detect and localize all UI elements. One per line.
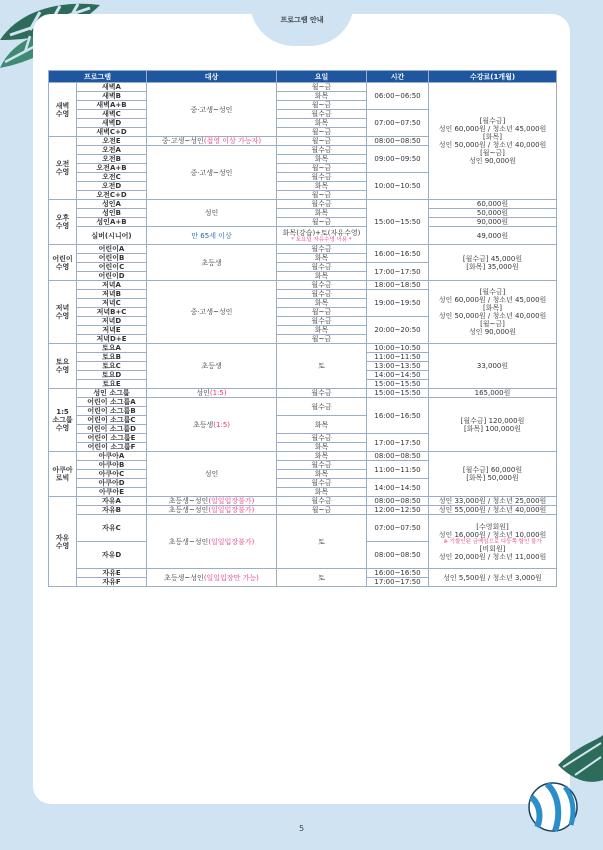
table-row bbox=[49, 569, 557, 578]
time-cell: 08:00~08:50 bbox=[367, 542, 429, 569]
table-row bbox=[49, 209, 557, 218]
program-name: 자유C bbox=[77, 515, 147, 542]
target-cell: 성인 bbox=[147, 200, 277, 227]
day-cell: 월~금 bbox=[277, 218, 367, 227]
day-cell: 월~금 bbox=[277, 164, 367, 173]
target-cell bbox=[147, 515, 277, 569]
time-cell: 15:00~15:50 bbox=[367, 200, 429, 245]
day-cell: 화목 bbox=[277, 209, 367, 218]
program-name: 새벽A+B bbox=[77, 101, 147, 110]
day-cell: 월~금 bbox=[277, 506, 367, 515]
fee-cell: 50,000원 bbox=[429, 209, 557, 218]
day-cell: 월~금 bbox=[277, 83, 367, 92]
program-name: 자유E bbox=[77, 569, 147, 578]
program-name: 토요E bbox=[77, 380, 147, 389]
target-cell bbox=[147, 389, 277, 398]
day-cell: 토 bbox=[277, 515, 367, 569]
target-text: 성인 bbox=[196, 389, 210, 397]
program-name: 자유A bbox=[77, 497, 147, 506]
target-text: 초등생~성인 bbox=[168, 506, 209, 514]
table-header-row bbox=[49, 71, 557, 83]
program-name: 아쿠아A bbox=[77, 452, 147, 461]
target-text: 초등생~성인 bbox=[168, 537, 209, 546]
group-morning: 오전 수영 bbox=[49, 137, 77, 200]
target-note: (1:5) bbox=[213, 420, 231, 429]
day-cell: 화목 bbox=[277, 452, 367, 461]
fee-cell bbox=[429, 281, 557, 344]
fee-text: [월수금] 120,000원 [화목] 100,000원 bbox=[460, 416, 525, 433]
fee-cell: 33,000원 bbox=[429, 344, 557, 389]
program-name: 성인 소그룹 bbox=[77, 389, 147, 398]
table-row bbox=[49, 281, 557, 290]
program-name: 어린이 소그룹B bbox=[77, 407, 147, 416]
program-name: 오전D bbox=[77, 182, 147, 191]
fee-nonmember-label: [비회원] bbox=[479, 544, 506, 553]
day-cell: 월수금 bbox=[277, 434, 367, 443]
fee-nonmember: 성인 20,000원 / 청소년 11,000원 bbox=[438, 552, 547, 561]
time-cell: 16:00~16:50 bbox=[367, 398, 429, 434]
fee-cell: 90,000원 bbox=[429, 218, 557, 227]
day-note: * 토요일 자유수영 이용 * bbox=[291, 236, 352, 243]
time-cell: 16:00~16:50 bbox=[367, 569, 429, 578]
time-cell: 18:00~18:50 bbox=[367, 281, 429, 290]
day-cell: 월수금 bbox=[277, 263, 367, 272]
group-afternoon: 오후 수영 bbox=[49, 200, 77, 245]
program-name: 저녁C bbox=[77, 299, 147, 308]
time-cell: 17:00~17:50 bbox=[367, 263, 429, 281]
program-name: 성인A+B bbox=[77, 218, 147, 227]
header-day: 요일 bbox=[277, 71, 367, 83]
page-number: 5 bbox=[298, 824, 305, 833]
day-cell: 월수금 bbox=[277, 110, 367, 119]
table-row bbox=[49, 452, 557, 461]
target-cell: 만 65세 이상 bbox=[147, 227, 277, 245]
program-name: 어린이 소그룹A bbox=[77, 398, 147, 407]
day-cell: 월수금 bbox=[277, 290, 367, 299]
table-row bbox=[49, 200, 557, 209]
fee-cell: 성인 5,500원 / 청소년 3,000원 bbox=[429, 569, 557, 587]
fee-cell bbox=[429, 398, 557, 452]
fee-cell: 49,000원 bbox=[429, 227, 557, 245]
table-row bbox=[49, 218, 557, 227]
target-note: (일일입장만 가능) bbox=[203, 573, 259, 582]
day-cell: 월수금 bbox=[277, 281, 367, 290]
table-row bbox=[49, 389, 557, 398]
group-free: 자유 수영 bbox=[49, 497, 77, 587]
day-cell: 화목 bbox=[277, 272, 367, 281]
fee-member-label: [수영회원] bbox=[476, 522, 509, 531]
day-cell: 화목 bbox=[277, 119, 367, 128]
fee-note: ※ 기할인된 금액임으로 다둥쪽 할인 불가 bbox=[443, 538, 542, 545]
program-name: 자유D bbox=[77, 542, 147, 569]
time-cell: 15:00~15:50 bbox=[367, 380, 429, 389]
day-cell: 월수금 bbox=[277, 497, 367, 506]
day-cell: 월~금 bbox=[277, 137, 367, 146]
day-cell: 화목 bbox=[277, 155, 367, 164]
target-text: 초등생~성인 bbox=[164, 573, 204, 582]
fee-text: [월수금] 45,000원 [화목] 35,000원 bbox=[462, 254, 523, 271]
target-cell: 중·고생~성인 bbox=[147, 281, 277, 344]
target-text: 초등생 bbox=[192, 420, 214, 429]
time-cell: 12:00~12:50 bbox=[367, 506, 429, 515]
table-row bbox=[49, 245, 557, 254]
program-name: 어린이 소그룹E bbox=[77, 434, 147, 443]
program-name: 새벽C bbox=[77, 110, 147, 119]
program-name: 새벽B bbox=[77, 92, 147, 101]
program-name: 자유F bbox=[77, 578, 147, 587]
time-cell: 17:00~17:50 bbox=[367, 434, 429, 452]
time-cell: 10:00~10:50 bbox=[367, 173, 429, 200]
program-name: 아쿠아C bbox=[77, 470, 147, 479]
program-name: 성인B bbox=[77, 209, 147, 218]
target-cell: 초등생 bbox=[147, 245, 277, 281]
day-cell: 월~금 bbox=[277, 335, 367, 344]
day-cell: 월수금 bbox=[277, 146, 367, 155]
table-row bbox=[49, 83, 557, 92]
program-name: 실버(시니어) bbox=[77, 227, 147, 245]
day-cell: 월수금 bbox=[277, 389, 367, 398]
fee-cell bbox=[429, 452, 557, 497]
program-name: 토요A bbox=[77, 344, 147, 353]
target-cell bbox=[147, 137, 277, 146]
group-dawn: 새벽 수영 bbox=[49, 83, 77, 137]
fee-cell: 60,000원 bbox=[429, 200, 557, 209]
day-cell: 화목 bbox=[277, 92, 367, 101]
header-fee: 수강료(1개월) bbox=[429, 71, 557, 83]
day-cell: 토 bbox=[277, 344, 367, 389]
day-cell: 월수금 bbox=[277, 173, 367, 182]
fee-cell: 성인 33,000원 / 청소년 25,000원 bbox=[429, 497, 557, 506]
time-cell: 08:00~08:50 bbox=[367, 137, 429, 146]
time-cell: 16:00~16:50 bbox=[367, 245, 429, 263]
day-cell: 월~금 bbox=[277, 128, 367, 137]
target-text: 초등생~성인 bbox=[168, 497, 209, 505]
program-name: 저녁A bbox=[77, 281, 147, 290]
day-cell: 화목 bbox=[277, 254, 367, 263]
program-name: 저녁E bbox=[77, 326, 147, 335]
fee-text: [월수금] 성인 60,000원 / 청소년 45,000원 [화목] 성인 50,000원 / 청소년 40,000원 [월~금] 성인 90,000원 bbox=[438, 117, 547, 165]
time-cell: 08:00~08:50 bbox=[367, 497, 429, 506]
target-note: (접영 이상 가능자) bbox=[203, 137, 262, 145]
program-name: 어린이B bbox=[77, 254, 147, 263]
header-time: 시간 bbox=[367, 71, 429, 83]
time-cell: 19:00~19:50 bbox=[367, 290, 429, 317]
time-cell: 14:00~14:50 bbox=[367, 479, 429, 497]
day-cell: 화목 bbox=[277, 416, 367, 434]
day-cell: 월~금 bbox=[277, 101, 367, 110]
target-cell bbox=[147, 569, 277, 587]
program-name: 어린이C bbox=[77, 263, 147, 272]
page-title: 프로그램 안내 bbox=[280, 16, 324, 24]
day-cell bbox=[277, 227, 367, 245]
target-cell: 성인 bbox=[147, 452, 277, 497]
program-name: 아쿠아B bbox=[77, 461, 147, 470]
group-saturday: 토요 수영 bbox=[49, 344, 77, 389]
target-cell: 중·고생~성인 bbox=[147, 83, 277, 137]
time-cell: 20:00~20:50 bbox=[367, 317, 429, 344]
day-cell: 화목 bbox=[277, 299, 367, 308]
program-table bbox=[48, 70, 557, 587]
program-name: 오전A bbox=[77, 146, 147, 155]
time-cell: 09:00~09:50 bbox=[367, 146, 429, 173]
beach-ball-icon bbox=[503, 735, 603, 835]
time-cell: 13:00~13:50 bbox=[367, 362, 429, 371]
table-row bbox=[49, 497, 557, 506]
program-name: 아쿠아E bbox=[77, 488, 147, 497]
day-cell: 월수금 bbox=[277, 245, 367, 254]
program-name: 저녁D bbox=[77, 317, 147, 326]
program-name: 새벽D bbox=[77, 119, 147, 128]
program-name: 토요B bbox=[77, 353, 147, 362]
program-name: 새벽A bbox=[77, 83, 147, 92]
day-cell: 월수금 bbox=[277, 461, 367, 470]
day-cell: 화목 bbox=[277, 443, 367, 452]
program-name: 오전A+B bbox=[77, 164, 147, 173]
fee-member: 성인 16,000원 / 청소년 10,000원 bbox=[438, 530, 547, 539]
table-row bbox=[49, 398, 557, 407]
program-name: 어린이 소그룹C bbox=[77, 416, 147, 425]
day-cell: 월~금 bbox=[277, 308, 367, 317]
target-note: (일일입장불가) bbox=[208, 537, 255, 546]
group-kids: 어린이 수영 bbox=[49, 245, 77, 281]
day-cell: 토 bbox=[277, 569, 367, 587]
target-cell bbox=[147, 497, 277, 506]
day-cell: 화목 bbox=[277, 326, 367, 335]
day-cell: 화목 bbox=[277, 470, 367, 479]
header-program: 프로그램 bbox=[49, 71, 147, 83]
time-cell: 10:00~10:50 bbox=[367, 344, 429, 353]
fee-cell bbox=[429, 515, 557, 569]
time-cell: 07:00~07:50 bbox=[367, 515, 429, 542]
day-cell: 월수금 bbox=[277, 317, 367, 326]
program-name: 어린이 소그룹D bbox=[77, 425, 147, 434]
program-name: 토요C bbox=[77, 362, 147, 371]
day-cell: 월수금 bbox=[277, 479, 367, 488]
time-cell: 08:00~08:50 bbox=[367, 452, 429, 461]
target-text: 중·고생~성인 bbox=[161, 137, 204, 145]
fee-cell: 165,000원 bbox=[429, 389, 557, 398]
group-evening: 저녁 수영 bbox=[49, 281, 77, 344]
day-cell: 화목 bbox=[277, 488, 367, 497]
program-name: 어린이A bbox=[77, 245, 147, 254]
program-name: 오전C+D bbox=[77, 191, 147, 200]
program-name: 저녁D+E bbox=[77, 335, 147, 344]
day-cell: 화목 bbox=[277, 182, 367, 191]
program-name: 오전E bbox=[77, 137, 147, 146]
day-cell: 월~금 bbox=[277, 191, 367, 200]
target-cell: 초등생 bbox=[147, 344, 277, 389]
time-cell: 14:00~14:50 bbox=[367, 371, 429, 380]
time-cell: 17:00~17:50 bbox=[367, 578, 429, 587]
target-cell bbox=[147, 398, 277, 452]
time-cell: 11:00~11:50 bbox=[367, 461, 429, 479]
program-name: 자유B bbox=[77, 506, 147, 515]
target-cell bbox=[147, 506, 277, 515]
time-cell: 11:00~11:50 bbox=[367, 353, 429, 362]
program-name: 성인A bbox=[77, 200, 147, 209]
fee-cell bbox=[429, 245, 557, 281]
table-row bbox=[49, 227, 557, 245]
fee-text: [월수금] 60,000원 [화목] 50,000원 bbox=[462, 466, 523, 482]
header-target: 대상 bbox=[147, 71, 277, 83]
program-name: 아쿠아D bbox=[77, 479, 147, 488]
day-cell: 월수금 bbox=[277, 398, 367, 416]
target-note: (일일입장불가) bbox=[208, 506, 255, 514]
program-name: 새벽C+D bbox=[77, 128, 147, 137]
fee-cell bbox=[429, 83, 557, 200]
program-name: 오전C bbox=[77, 173, 147, 182]
program-name: 저녁B bbox=[77, 290, 147, 299]
target-cell: 중·고생~성인 bbox=[147, 146, 277, 200]
group-aqua: 아쿠아 로빅 bbox=[49, 452, 77, 497]
group-small: 1:5 소그룹 수영 bbox=[49, 389, 77, 452]
table-row bbox=[49, 506, 557, 515]
time-cell: 15:00~15:50 bbox=[367, 389, 429, 398]
program-name: 토요D bbox=[77, 371, 147, 380]
table-row bbox=[49, 515, 557, 542]
program-name: 어린이 소그룹F bbox=[77, 443, 147, 452]
program-name: 저녁B+C bbox=[77, 308, 147, 317]
day-text: 화목(강습)+토(자유수영) bbox=[282, 228, 361, 237]
target-note: (1:5) bbox=[209, 389, 227, 397]
time-cell: 07:00~07:50 bbox=[367, 110, 429, 137]
day-cell: 월수금 bbox=[277, 200, 367, 209]
table-row bbox=[49, 344, 557, 353]
fee-cell: 성인 55,000원 / 청소년 40,000원 bbox=[429, 506, 557, 515]
program-name: 오전B bbox=[77, 155, 147, 164]
target-note: (일일입장불가) bbox=[208, 497, 255, 505]
time-cell: 06:00~06:50 bbox=[367, 83, 429, 110]
fee-text: [월수금] 성인 60,000원 / 청소년 45,000원 [화목] 성인 50,000원 / 청소년 40,000원 [월~금] 성인 90,000원 bbox=[438, 288, 547, 336]
program-name: 어린이D bbox=[77, 272, 147, 281]
